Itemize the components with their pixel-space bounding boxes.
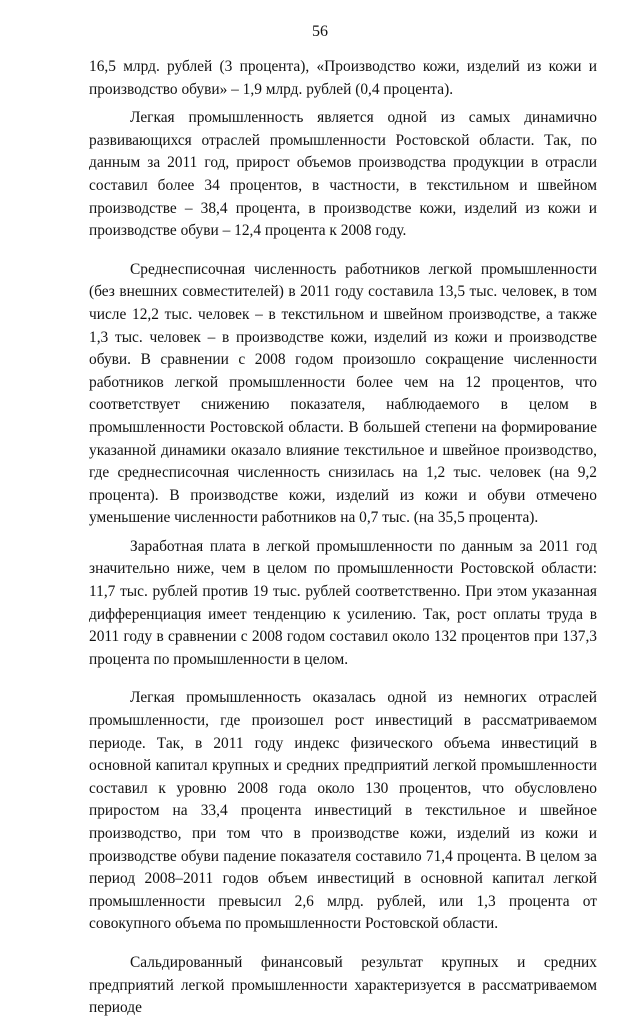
paragraph-6: Сальдированный финансовый результат крупных и средних предприятий легкой промышленности характеризуется в рассматриваемом периоде xyxy=(89,953,597,1017)
paragraph-3: Среднесписочная численность работников легкой промышленности (без внешних совместителей) в 2011 году составила 13,5 тыс. человек, в том числе 12,2 тыс. человек – в текстильном и швейном производстве, а также 1,3 тыс. человек – в производстве кожи, изделий из кожи и производстве обуви. В сравнении с 2008 годом произошло сокращение численности работников легкой промышленности более чем на 12 процентов, что соответствует снижению показателя, наблюдаемого в целом в промышленности Ростовской области. В большей степени на формирование указанной динамики оказало влияние текстильное и швейное производство, где среднесписочная численность снизилась на 1,2 тыс. человек (на 9,2 процента). В производстве кожи, изделий из кожи и обуви отмечено уменьшение численности работников на 0,7 тыс. (на 35,5 процента). xyxy=(89,260,597,527)
paragraph-4: Заработная плата в легкой промышленности по данным за 2011 год значительно ниже, чем в целом по промышленности Ростовской области: 11,7 тыс. рублей против 19 тыс. рублей соответственно. При этом указанная дифференциация имеет тенденцию к усилению. Так, рост оплаты труда в 2011 году в сравнении с 2008 годом составил около 132 процентов при 137,3 процента по промышленности в целом. xyxy=(89,537,597,668)
page-number: 56 xyxy=(312,23,328,40)
paragraph-5: Легкая промышленность оказалась одной из немногих отраслей промышленности, где произошел рост инвестиций в рассматриваемом периоде. Так, в 2011 году индекс физического объема инвестиций в основной капитал крупных и средних предприятий легкой промышленности составил к уровню 2008 года около 130 процентов, что обусловлено приростом на 33,4 процента инвестиций в текстильное и швейное производство, при том что в производстве кожи, изделий из кожи и производстве обуви падение показателя составило 71,4 процента. В целом за период 2008–2011 годов объем инвестиций в основной капитал легкой промышленности превысил 2,6 млрд. рублей, или 1,3 процента от совокупного объема по промышленности Ростовской области. xyxy=(89,689,597,933)
paragraph-2: Легкая промышленность является одной из самых динамично развивающихся отраслей промышленности Ростовской области. Так, по данным за 2011 год, прирост объемов производства продукции в отрасли составил более 34 процентов, в частности, в текстильном и швейном производстве – 38,4 процента, в производстве кожи, изделий из кожи и производстве обуви – 12,4 процента к 2008 году. xyxy=(89,109,597,240)
paragraph-1: 16,5 млрд. рублей (3 процента), «Производство кожи, изделий из кожи и производство обуви» – 1,9 млрд. рублей (0,4 процента). xyxy=(89,58,597,98)
body-text xyxy=(89,56,597,1036)
